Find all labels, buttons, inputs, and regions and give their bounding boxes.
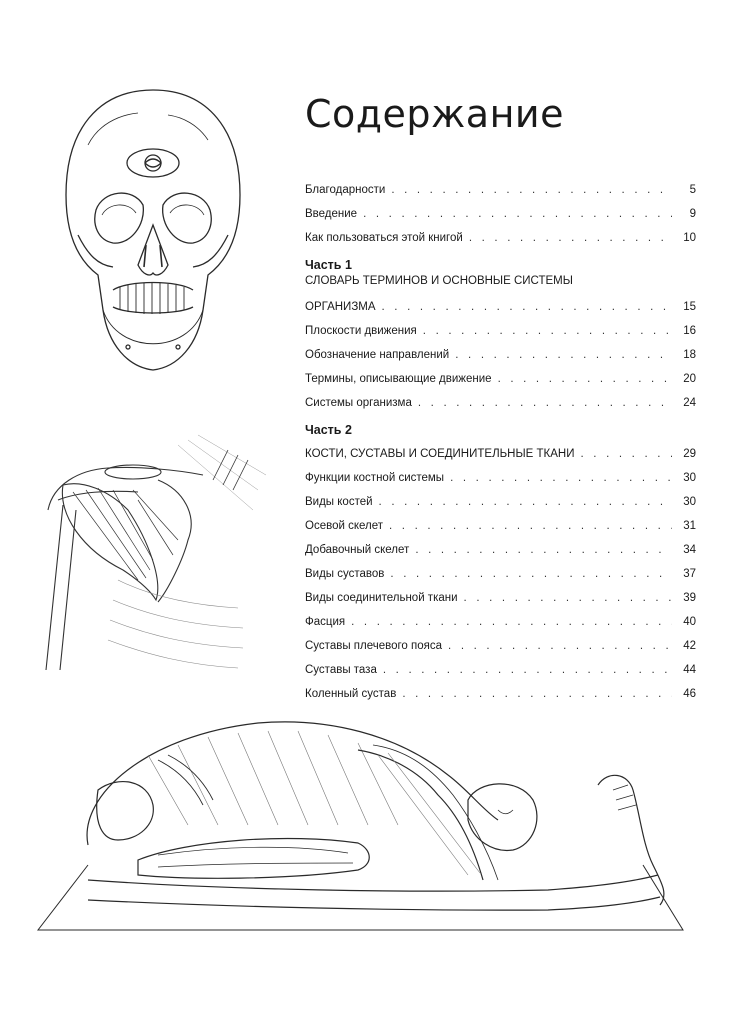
toc-entry-page: 30 (683, 496, 696, 508)
leader-dots (469, 232, 672, 244)
toc-entry-part-1-title[interactable] (305, 293, 696, 313)
toc-entry[interactable] (305, 313, 696, 337)
leader-dots (498, 373, 672, 385)
toc-entry[interactable] (305, 361, 696, 385)
leader-dots (418, 397, 672, 409)
toc-entry[interactable] (305, 556, 696, 580)
leader-dots (402, 688, 672, 700)
toc-entry[interactable] (305, 628, 696, 652)
toc-entry-label: Суставы таза (305, 664, 377, 676)
leader-dots (382, 301, 672, 313)
toc-entry-page: 34 (683, 544, 696, 556)
toc-entry-page: 16 (683, 325, 696, 337)
part-2-heading: Часть 2 (305, 423, 352, 437)
leader-dots (450, 472, 672, 484)
part-1-title-line1: СЛОВАРЬ ТЕРМИНОВ И ОСНОВНЫЕ СИСТЕМЫ (305, 275, 573, 287)
shoulder-illustration (38, 430, 268, 680)
toc-entry-label: Системы организма (305, 397, 412, 409)
toc-entry-page: 39 (683, 592, 696, 604)
toc-entry-page: 37 (683, 568, 696, 580)
page-title: Содержание (305, 92, 564, 136)
toc-entry-page: 46 (683, 688, 696, 700)
toc-entry-label: Как пользоваться этой книгой (305, 232, 463, 244)
toc-entry[interactable] (305, 460, 696, 484)
toc-entry-page: 5 (689, 184, 696, 196)
toc-entry[interactable] (305, 196, 696, 220)
toc-entry-page: 31 (683, 520, 696, 532)
toc-entry-label: Плоскости движения (305, 325, 417, 337)
toc-entry-page: 20 (683, 373, 696, 385)
leader-dots (363, 208, 672, 220)
leader-dots (351, 616, 672, 628)
skull-illustration (58, 85, 248, 375)
toc-entry[interactable] (305, 220, 696, 244)
part-1-title-line2: ОРГАНИЗМА (305, 301, 376, 313)
toc-entry-label: Функции костной системы (305, 472, 445, 484)
toc-entry-label: Термины, описывающие движение (305, 373, 492, 385)
toc-entry-page: 44 (683, 664, 696, 676)
leader-dots (464, 592, 672, 604)
toc-entry-page: 15 (683, 301, 696, 313)
toc-entry[interactable] (305, 484, 696, 508)
toc-entry-label: Суставы плечевого пояса (305, 640, 443, 652)
toc-entry[interactable] (305, 652, 696, 676)
toc-entry[interactable] (305, 337, 696, 361)
toc-entry-label: Коленный сустав (305, 688, 397, 700)
leader-dots (389, 520, 672, 532)
leader-dots (390, 568, 672, 580)
toc-entry-label: Благодарности (305, 184, 386, 196)
toc-entry-label: Виды костей (305, 496, 373, 508)
leader-dots (581, 448, 673, 460)
toc-entry-label: Фасция (305, 616, 346, 628)
leader-dots (415, 544, 672, 556)
toc-entry[interactable] (305, 508, 696, 532)
toc-entry-page: 29 (683, 448, 696, 460)
toc-entry[interactable] (305, 604, 696, 628)
toc-entry-page: 18 (683, 349, 696, 361)
toc-entry-label: Осевой скелет (305, 520, 384, 532)
leader-dots (379, 496, 672, 508)
toc-entry-label: Обозначение направлений (305, 349, 450, 361)
toc-entry[interactable] (305, 676, 696, 700)
toc-entry-part-2-title[interactable] (305, 440, 696, 460)
leader-dots (423, 325, 672, 337)
leader-dots (383, 664, 672, 676)
part-2-title-line1: КОСТИ, СУСТАВЫ И СОЕДИНИТЕЛЬНЫЕ ТКАНИ (305, 448, 575, 460)
toc-entry[interactable] (305, 532, 696, 556)
toc-entry-label: Виды суставов (305, 568, 385, 580)
toc-entry-page: 10 (683, 232, 696, 244)
toc-entry-label: Виды соединительной ткани (305, 592, 458, 604)
leader-dots (455, 349, 672, 361)
leader-dots (391, 184, 672, 196)
part-1-heading: Часть 1 (305, 258, 352, 272)
toc-entry-label: Добавочный скелет (305, 544, 410, 556)
toc-entry-page: 40 (683, 616, 696, 628)
leader-dots (448, 640, 672, 652)
toc-entry-page: 24 (683, 397, 696, 409)
toc-entry-label: Введение (305, 208, 358, 220)
toc-entry[interactable] (305, 172, 696, 196)
toc-entry-page: 42 (683, 640, 696, 652)
toc-entry[interactable] (305, 385, 696, 409)
table-of-contents (305, 172, 696, 700)
forward-fold-illustration (28, 715, 698, 955)
toc-entry-page: 9 (689, 208, 696, 220)
toc-entry-page: 30 (683, 472, 696, 484)
toc-entry[interactable] (305, 580, 696, 604)
